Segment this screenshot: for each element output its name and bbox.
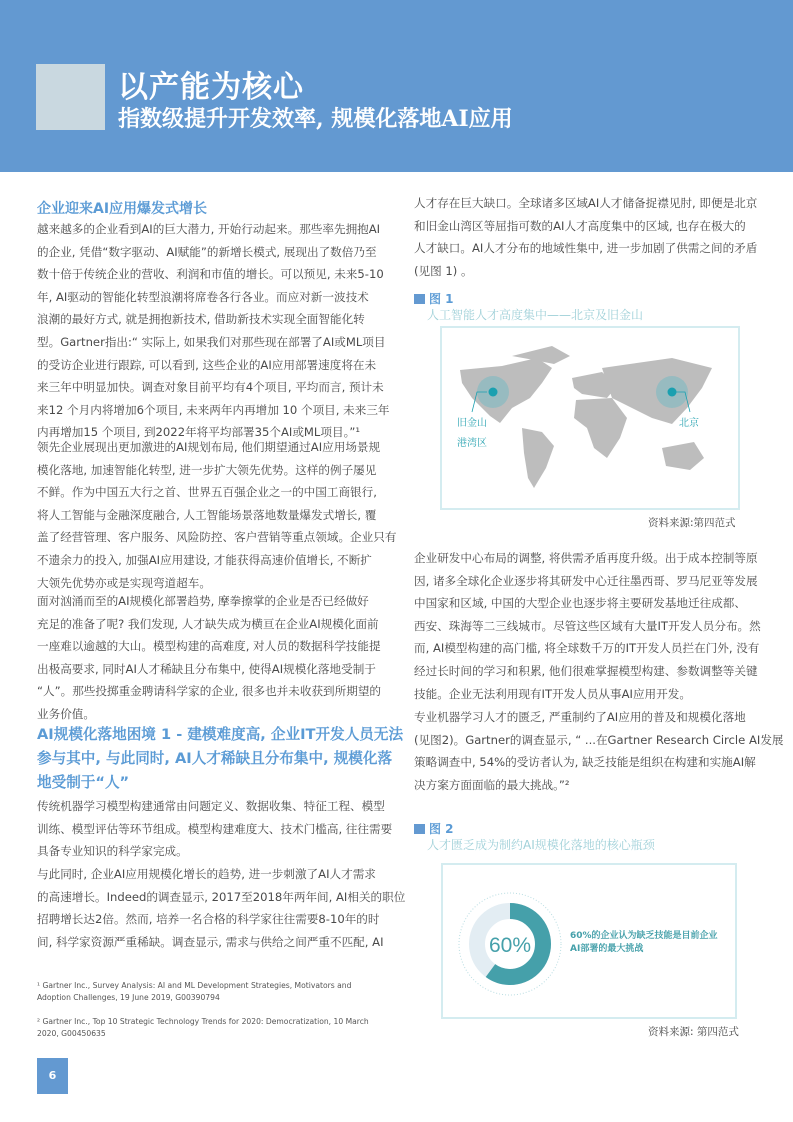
text-line: 年, AI驱动的智能化转型浪潮将席卷各行各业。而应对新一波技术 bbox=[37, 289, 369, 304]
paragraph bbox=[37, 795, 392, 863]
text-line: AI部署的最大挑战 bbox=[570, 944, 644, 954]
text-line: 专业机器学习人才的匮乏, 严重制约了AI应用的普及和规模化落地 bbox=[414, 710, 746, 724]
beijing-marker bbox=[668, 388, 677, 397]
footnote bbox=[37, 1016, 369, 1040]
text-line: 不鲜。作为中国五大行之首、世界五百强企业之一的中国工商银行, bbox=[37, 485, 377, 500]
figure-source: 资料来源: 第四范式 bbox=[648, 1026, 739, 1038]
text-line: 人才缺口。AI人才分布的地域性集中, 进一步加剧了供需之间的矛盾 bbox=[414, 241, 758, 256]
page-number: 6 bbox=[37, 1058, 68, 1094]
text-line: 充足的准备了呢? 我们发现, 人才缺失成为横亘在企业AI规模化面前 bbox=[37, 616, 379, 631]
donut-percent-label: 60% bbox=[488, 934, 532, 957]
south-america bbox=[522, 428, 554, 488]
text-line: 技能。企业无法利用现有IT开发人员从事AI应用开发。 bbox=[414, 686, 691, 701]
text-line: 一座难以逾越的大山。模型构建的高难度, 对人员的数据科学技能提 bbox=[37, 639, 381, 654]
text-line: 型。Gartner指出:“ 实际上, 如果我们对那些现在部署了AI或ML项目 bbox=[37, 334, 386, 349]
text-line: “人”。那些投掷重金聘请科学家的企业, 很多也并未收获到所期望的 bbox=[37, 684, 382, 699]
text-line: ² Gartner Inc., Top 10 Strategic Technology Trends for 2020: Democratization, 10 March bbox=[37, 1017, 369, 1026]
text-line: 领先企业展现出更加激进的AI规划布局, 他们期望通过AI应用场景规 bbox=[37, 440, 381, 454]
text-line: 中国家和区域, 中国的大型企业也逐步将主要研发基地迁往成都、 bbox=[414, 596, 746, 611]
map-label-bay-area: 港湾区 bbox=[457, 438, 487, 449]
text-line: 将人工智能与金融深度融合, 人工智能场景落地数量爆发式增长, 覆 bbox=[37, 507, 377, 522]
text-line: 60%的企业认为缺乏技能是目前企业 bbox=[570, 931, 718, 941]
figure-number: 图 1 bbox=[429, 292, 454, 306]
paragraph bbox=[37, 590, 381, 726]
paragraph bbox=[37, 218, 390, 444]
text-line: 而, AI模型构建的高门槛, 将全球数千万的IT开发人员拦在门外, 没有 bbox=[414, 641, 760, 656]
text-line: 内再增加15 个项目, 到2022年将平均部署35个AI或ML项目。”¹ bbox=[37, 425, 361, 440]
paragraph bbox=[414, 192, 757, 282]
figure-marker bbox=[414, 294, 425, 304]
australia bbox=[662, 442, 704, 470]
figure-title: 人工智能人才高度集中——北京及旧金山 bbox=[427, 308, 644, 322]
text-line: 的受访企业进行跟踪, 可以看到, 这些企业的AI应用部署速度将在未 bbox=[37, 357, 377, 372]
figure-label bbox=[414, 820, 454, 837]
text-line: 和旧金山湾区等屈指可数的AI人才高度集中的区域, 也存在极大的 bbox=[414, 218, 746, 233]
text-line: 参与其中, 与此同时, AI人才稀缺且分布集中, 规模化落 bbox=[37, 750, 393, 767]
text-line: 策略调查中, 54%的受访者认为, 缺乏技能是组织在构建和实施AI解 bbox=[414, 755, 756, 770]
donut-figure bbox=[441, 863, 737, 1019]
text-line: 地受制于“人” bbox=[37, 774, 130, 791]
page-title: 以产能为核心 bbox=[118, 70, 304, 105]
header-band bbox=[0, 0, 793, 172]
text-line: 业务价值。 bbox=[37, 706, 95, 721]
figure-title: 人才匮乏成为制约AI规模化落地的核心瓶颈 bbox=[427, 838, 655, 852]
paragraph bbox=[37, 863, 405, 953]
text-line: 面对汹涌而至的AI规模化部署趋势, 摩拳擦掌的企业是否已经做好 bbox=[37, 594, 369, 608]
world-map-figure bbox=[440, 326, 740, 510]
text-line: ¹ Gartner Inc., Survey Analysis: AI and ML Development Strategies, Motivators and bbox=[37, 981, 352, 990]
text-line: 大领先优势亦或是实现弯道超车。 bbox=[37, 575, 211, 590]
map-label-beijing: 北京 bbox=[679, 418, 699, 429]
text-line: 浪潮的最好方式, 就是拥抱新技术, 借助新技术实现全面智能化转 bbox=[37, 312, 365, 327]
text-line: 来三年中明显加快。调查对象目前平均有4个项目, 平均而言, 预计未 bbox=[37, 380, 384, 395]
figure-label bbox=[414, 290, 454, 307]
figure-source: 资料来源:第四范式 bbox=[648, 517, 736, 529]
text-line: 西安、珠海等二三线城市。尽管这些区域有大量IT开发人员分布。然 bbox=[414, 618, 761, 633]
text-line: (见图2)。Gartner的调查显示, “ ...在Gartner Research Circle AI发展 bbox=[414, 732, 784, 747]
text-line: AI规模化落地困境 1 - 建模难度高, 企业IT开发人员无法 bbox=[37, 726, 404, 743]
donut-chart bbox=[455, 889, 565, 999]
text-line: 企业研发中心布局的调整, 将供需矛盾再度升级。出于成本控制等原 bbox=[414, 551, 758, 565]
text-line: 因, 诸多全球化企业逐步将其研发中心迁往墨西哥、罗马尼亚等发展 bbox=[414, 573, 758, 588]
paragraph bbox=[37, 436, 396, 594]
paragraph bbox=[414, 706, 784, 796]
footnote bbox=[37, 980, 351, 1004]
text-line: (见图 1) 。 bbox=[414, 263, 473, 278]
san-francisco-marker bbox=[489, 388, 498, 397]
text-line: 不遗余力的投入, 加强AI应用建设, 才能获得高速价值增长, 不断扩 bbox=[37, 552, 372, 567]
text-line: 模化落地, 加速智能化转型, 进一步扩大领先优势。这样的例子屡见 bbox=[37, 462, 377, 477]
text-line: 间, 科学家资源严重稀缺。调查显示, 需求与供给之间严重不匹配, AI bbox=[37, 934, 384, 949]
text-line: Adoption Challenges, 19 June 2019, G00390794 bbox=[37, 993, 220, 1002]
africa bbox=[574, 398, 627, 458]
text-line: 越来越多的企业看到AI的巨大潜力, 开始行动起来。那些率先拥抱AI bbox=[37, 222, 381, 236]
text-line: 与此同时, 企业AI应用规模化增长的趋势, 进一步刺激了AI人才需求 bbox=[37, 867, 376, 881]
greenland-arctic bbox=[512, 346, 570, 364]
text-line: 出极高要求, 同时AI人才稀缺且分布集中, 使得AI规模化落地受制于 bbox=[37, 661, 376, 676]
text-line: 2020, G00450635 bbox=[37, 1029, 106, 1038]
text-line: 招聘增长达2倍。然而, 培养一名合格的科学家往往需要8-10年的时 bbox=[37, 912, 380, 927]
text-line: 经过长时间的学习和积累, 他们很难掌握模型构建、参数调整等关键 bbox=[414, 663, 758, 678]
text-line: 决方案方面面临的最大挑战。”² bbox=[414, 777, 570, 792]
page-subtitle: 指数级提升开发效率, 规模化落地AI应用 bbox=[118, 106, 513, 132]
map-label-san-francisco: 旧金山 bbox=[457, 418, 487, 429]
section-heading: 企业迎来AI应用爆发式增长 bbox=[37, 201, 208, 217]
section-heading bbox=[37, 723, 403, 795]
donut-caption bbox=[570, 930, 718, 956]
text-line: 传统机器学习模型构建通常由问题定义、数据收集、特征工程、模型 bbox=[37, 799, 385, 813]
text-line: 具备专业知识的科学家完成。 bbox=[37, 844, 188, 859]
text-line: 人才存在巨大缺口。全球诸多区域AI人才储备捉襟见肘, 即便是北京 bbox=[414, 196, 758, 210]
header-square-decoration bbox=[36, 64, 105, 130]
text-line: 的企业, 凭借“数字驱动、AI赋能”的新增长模式, 展现出了数倍乃至 bbox=[37, 244, 377, 259]
text-line: 训练、模型评估等环节组成。模型构建难度大、技术门槛高, 往往需要 bbox=[37, 821, 393, 836]
paragraph bbox=[414, 547, 761, 705]
figure-number: 图 2 bbox=[429, 822, 454, 836]
text-line: 来12 个月内将增加6个项目, 未来两年内再增加 10 个项目, 未来三年 bbox=[37, 402, 390, 417]
text-line: 盖了经营管理、客户服务、风险防控、客户营销等重点领域。企业只有 bbox=[37, 530, 397, 545]
text-line: 的高速增长。Indeed的调查显示, 2017至2018年两年间, AI相关的职位 bbox=[37, 889, 406, 904]
figure-marker bbox=[414, 824, 425, 834]
text-line: 数十倍于传统企业的营收、利润和市值的增长。可以预见, 未来5-10 bbox=[37, 267, 384, 282]
